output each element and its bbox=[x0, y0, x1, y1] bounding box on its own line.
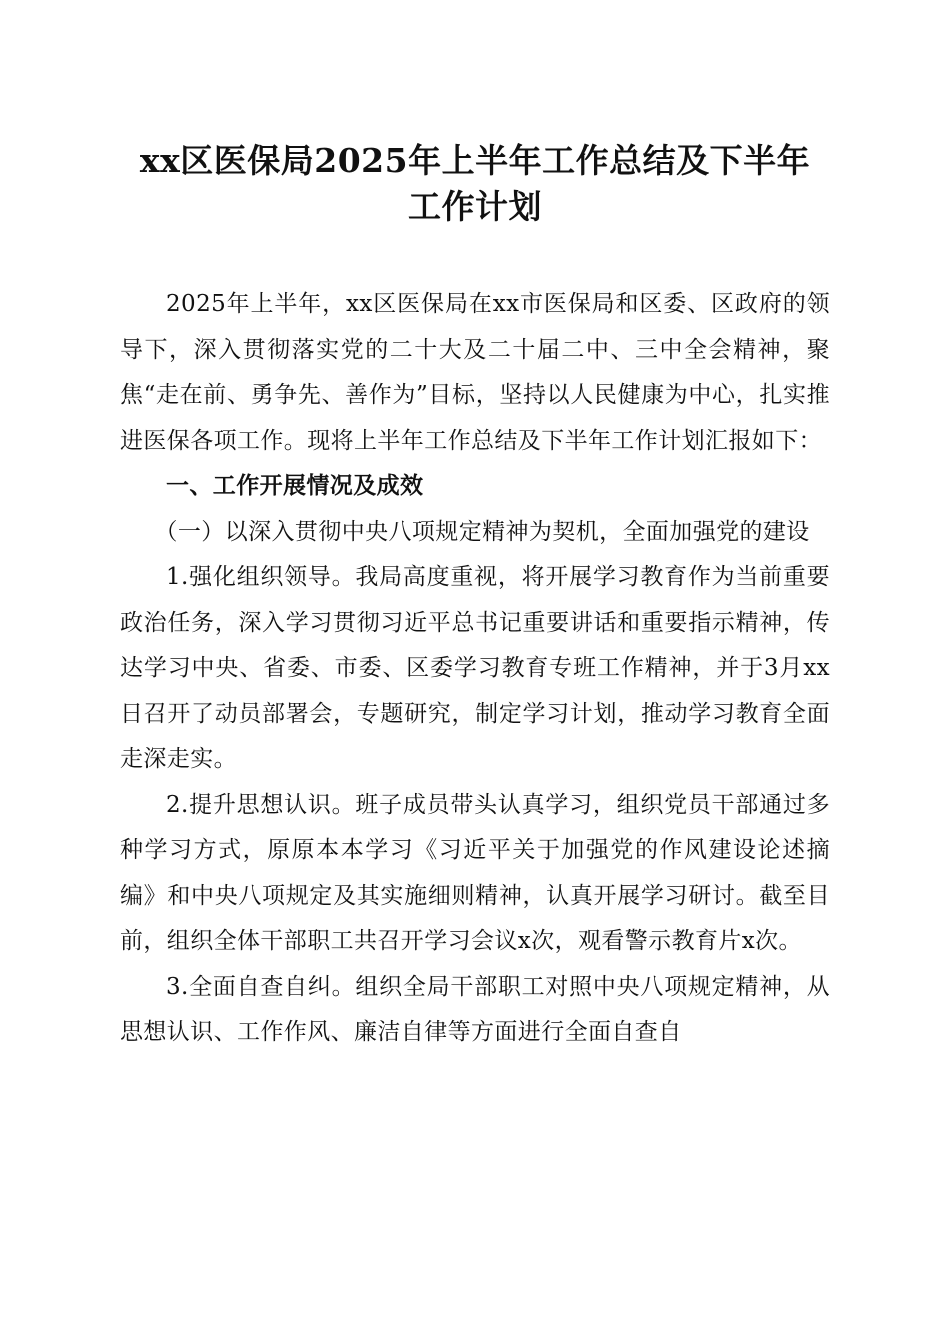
item-paragraph-1: 1.强化组织领导。我局高度重视，将开展学习教育作为当前重要政治任务，深入学习贯彻习近平总书记重要讲话和重要指示精神，传达学习中央、省委、市委、区委学习教育专班工作精神，并于3月xx日召开了动员部署会，专题研究，制定学习计划，推动学习教育全面走深走实。 bbox=[120, 564, 830, 772]
item-paragraph-3: 3.全面自查自纠。组织全局干部职工对照中央八项规定精神，从思想认识、工作作风、廉洁自律等方面进行全面自查自 bbox=[120, 973, 830, 1045]
title-line-2: 工作计划 bbox=[408, 187, 542, 226]
document-body bbox=[120, 282, 830, 1056]
subsection-heading-1: （一）以深入贯彻中央八项规定精神为契机，全面加强党的建设 bbox=[154, 518, 810, 545]
intro-paragraph: 2025年上半年，xx区医保局在xx市医保局和区委、区政府的领导下，深入贯彻落实党的二十大及二十届二中、三中全会精神，聚焦“走在前、勇争先、善作为”目标，坚持以人民健康为中心，扎实推进医保各项工作。现将上半年工作总结及下半年工作计划汇报如下： bbox=[120, 291, 830, 454]
item-paragraph-2: 2.提升思想认识。班子成员带头认真学习，组织党员干部通过多种学习方式，原原本本学习《习近平关于加强党的作风建设论述摘编》和中央八项规定及其实施细则精神，认真开展学习研讨。截至目前，组织全体干部职工共召开学习会议x次，观看警示教育片x次。 bbox=[120, 791, 830, 954]
title-line-1: xx区医保局2025年上半年工作总结及下半年 bbox=[139, 141, 811, 180]
document-title bbox=[120, 138, 830, 230]
section-heading-1: 一、工作开展情况及成效 bbox=[166, 473, 424, 499]
